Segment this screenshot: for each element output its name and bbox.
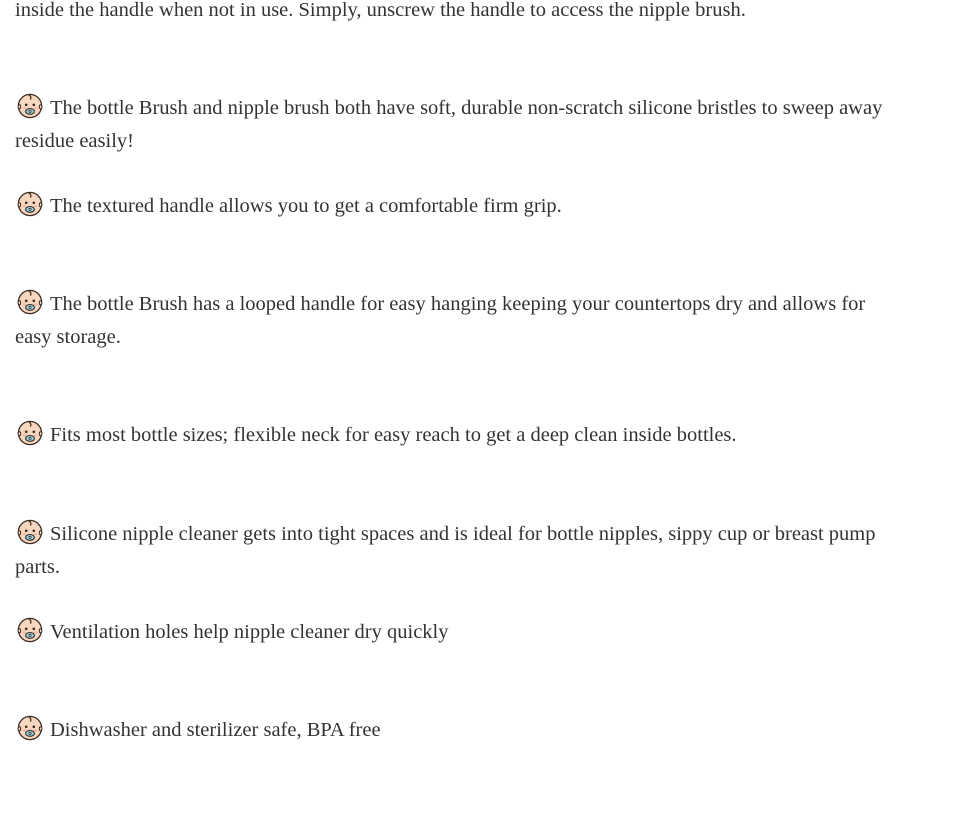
baby-face-icon (17, 715, 43, 741)
feature-text: The bottle Brush has a looped handle for easy hanging keeping your countertops dry and allows for easy storage. (15, 293, 866, 348)
feature-bullet (15, 92, 885, 158)
feature-text: Dishwasher and sterilizer safe, BPA free (50, 719, 381, 741)
feature-text: Ventilation holes help nipple cleaner dry quickly (50, 621, 449, 643)
feature-text: Fits most bottle sizes; flexible neck for easy reach to get a deep clean inside bottles. (50, 424, 737, 446)
feature-bullet (15, 190, 562, 223)
baby-face-icon (17, 93, 43, 119)
feature-bullet (15, 616, 449, 649)
feature-bullet (15, 518, 885, 584)
baby-face-icon (17, 617, 43, 643)
feature-bullet (15, 419, 737, 452)
baby-face-icon (17, 420, 43, 446)
feature-bullet (15, 714, 381, 747)
feature-text: Silicone nipple cleaner gets into tight spaces and is ideal for bottle nipples, sippy cup or breast pump parts. (15, 523, 876, 578)
baby-face-icon (17, 289, 43, 315)
paragraph-text: inside the handle when not in use. Simply, unscrew the handle to access the nipple brush. (15, 0, 746, 21)
baby-face-icon (17, 191, 43, 217)
description-paragraph (15, 0, 746, 27)
baby-face-icon (17, 519, 43, 545)
feature-bullet (15, 288, 885, 354)
feature-text: The textured handle allows you to get a comfortable firm grip. (50, 195, 562, 217)
feature-text: The bottle Brush and nipple brush both have soft, durable non-scratch silicone bristles to sweep away residue easily! (15, 97, 883, 152)
